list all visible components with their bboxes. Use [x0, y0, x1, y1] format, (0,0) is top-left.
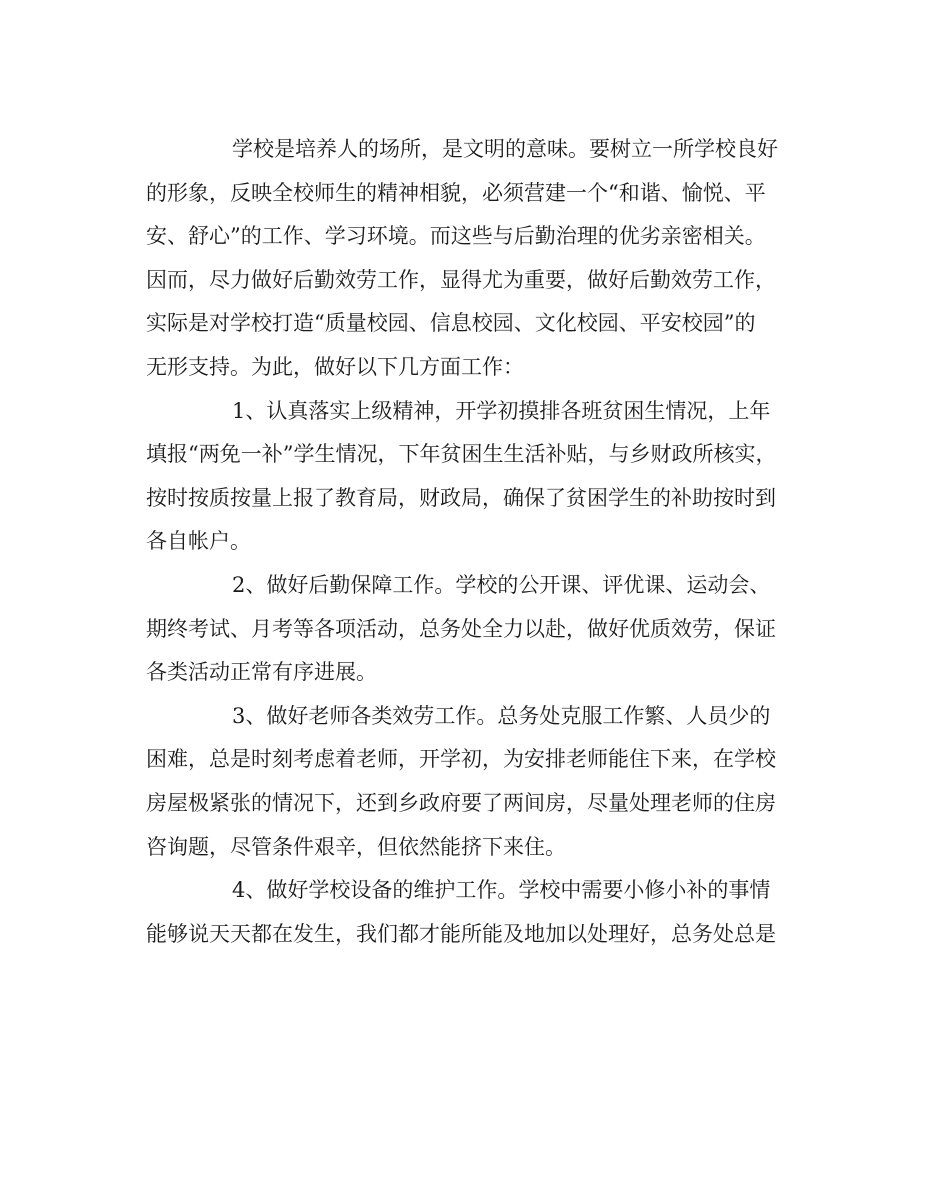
text-line: 学校是培养人的场所，是文明的意味。要树立一所学校良好: [232, 137, 778, 161]
text-line: 按时按质按量上报了教育局，财政局，确保了贫困学生的补助按时到: [146, 485, 776, 510]
text-line: 能够说天天都在发生，我们都才能所能及地加以处理好，总务处总是: [146, 921, 776, 946]
text-line: 1、认真落实上级精神，开学初摸排各班贫困生情况，上年: [232, 398, 771, 423]
text-line: 困难，总是时刻考虑着老师，开学初，为安排老师能住下来，在学校: [146, 747, 776, 772]
text-line: 3、做好老师各类效劳工作。总务处克服工作繁、人员少的: [232, 703, 771, 728]
text-line: 期终考试、月考等各项活动，总务处全力以赴，做好优质效劳，保证: [146, 616, 776, 641]
text-line: 房屋极紧张的情况下，还到乡政府要了两间房，尽量处理老师的住房: [146, 790, 776, 815]
document-body: [146, 128, 804, 956]
text-line: 安、舒心”的工作、学习环境。而这些与后勤治理的优劣亲密相关。: [146, 224, 766, 249]
text-line: 无形支持。为此，做好以下几方面工作：: [146, 354, 524, 379]
text-line: 的形象，反映全校师生的精神相貌，必须营建一个“和谐、愉悦、平: [146, 180, 766, 205]
text-line: 因而，尽力做好后勤效劳工作，显得尤为重要，做好后勤效劳工作，: [146, 267, 776, 292]
text-line: 咨询题，尽管条件艰辛，但依然能挤下来住。: [146, 834, 566, 859]
text-line: 填报“两免一补”学生情况，下年贫困生生活补贴，与乡财政所核实，: [146, 442, 777, 467]
text-line: 4、做好学校设备的维护工作。学校中需要小修小补的事情: [232, 878, 771, 903]
text-line: 各自帐户。: [146, 529, 251, 554]
text-line: 各类活动正常有序进展。: [146, 660, 377, 685]
text-line: 2、做好后勤保障工作。学校的公开课、评优课、运动会、: [232, 572, 771, 597]
text-line: 实际是对学校打造“质量校园、信息校园、文化校园、平安校园”的: [146, 311, 756, 336]
